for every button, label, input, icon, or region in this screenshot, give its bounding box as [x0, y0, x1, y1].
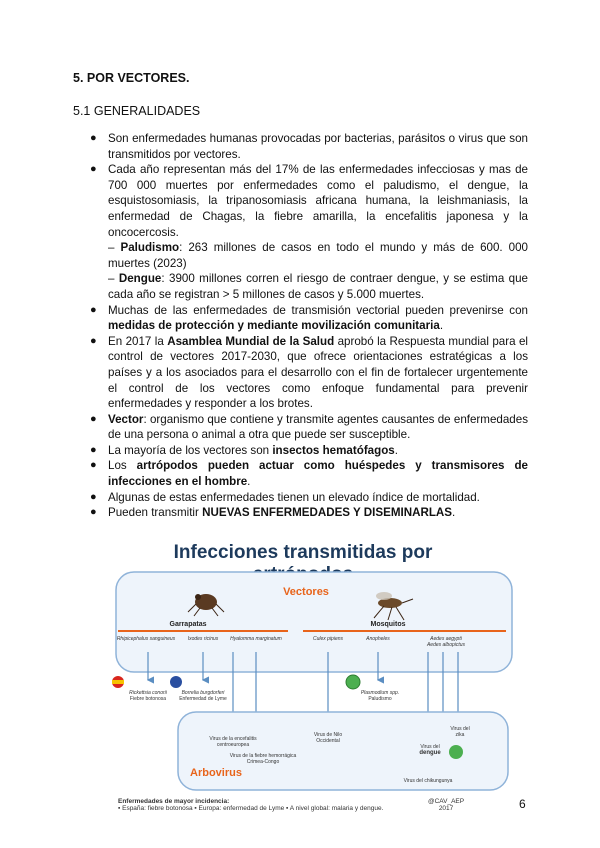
list-item: ● Algunas de estas enfermedades tienen un elevado índice de mortalidad. — [90, 490, 480, 504]
list-item: ● Son enfermedades humanas provocadas por bacterias, parásitos o virus que son transmitidos por vectores. — [90, 132, 528, 161]
list-item: ● En 2017 la Asamblea Mundial de la Salud aprobó la Respuesta mundial para el control de vectores 2017-2030, que ofrece orientaciones estratégicas a los países y a los asociados para el desarrollo con el fin de fortalecer urgentemente el control de los vectores como enfoque fundamental para prevenir enfermedades y responder a los brotes. — [90, 334, 528, 411]
species-label: Hyalomma marginatum — [230, 636, 282, 642]
mosquitos-label: Mosquitos — [370, 621, 406, 628]
bullet-icon: ● — [90, 303, 97, 316]
figure-footnote: Enfermedades de mayor incidencia: ▪ España: fiebre botonosa ▪ Europa: enfermedad de Lyme ▪ A nivel global: malaria y dengue. — [118, 798, 384, 812]
bullet-icon: ● — [90, 490, 97, 503]
pathogen-label: Borrelia burgdorferi — [181, 690, 225, 696]
virus-label: centroeuropea — [216, 742, 250, 748]
list-item: ● Muchas de las enfermedades de transmisión vectorial pueden prevenirse con medidas de protección y mediante movilización comunitaria. — [90, 303, 528, 333]
figure-credit: @CAV_AEP 2017 — [428, 798, 465, 812]
bullet-icon: ● — [90, 163, 97, 176]
bullet-list — [90, 131, 529, 521]
disease-label: Paludismo — [368, 696, 392, 702]
virus-label: Virus de la encefalitis — [209, 736, 257, 742]
virus-label: Occidental — [316, 738, 340, 744]
pathogen-label: Plasmodium spp. — [360, 690, 400, 696]
bullet-icon: ● — [90, 459, 97, 472]
bullet-icon: ● — [90, 334, 97, 347]
garrapatas-label: Garrapatas — [169, 621, 207, 628]
bullet-icon: ● — [90, 506, 97, 519]
list-item: ● Vector: organismo que contiene y transmite agentes causantes de enfermedades de una persona o animal a otra que puede ser susceptible. — [90, 412, 528, 442]
pathogen-label: Rickettsia conorii — [129, 690, 167, 696]
list-item: ● Pueden transmitir NUEVAS ENFERMEDADES Y DISEMINARLAS. — [90, 506, 456, 520]
virus-label: Virus de la fiebre hemorrágica — [229, 753, 297, 759]
bullet-icon: ● — [90, 412, 97, 425]
arbovirus-label: Arbovirus — [190, 767, 242, 779]
vectores-label: Vectores — [283, 586, 329, 598]
paludismo-line: – Paludismo: 263 millones de casos en todo el mundo y más de 600. 000 muertes (2023) — [108, 241, 528, 270]
infographic-figure — [108, 540, 520, 822]
bullet-icon: ● — [90, 443, 97, 456]
virus-label: Virus del — [420, 744, 440, 750]
bullet-icon: ● — [90, 132, 97, 144]
section-heading: 5. POR VECTORES. — [73, 71, 190, 85]
virus-label: dengue — [419, 750, 441, 756]
species-label: Aedes aegypti — [430, 636, 462, 642]
europe-flag-icon — [170, 676, 182, 688]
virus-label: Virus del chikungunya — [403, 778, 453, 784]
list-item: ● Los artrópodos pueden actuar como huéspedes y transmisores de infecciones en el hombre. — [90, 459, 528, 489]
subsection-heading: 5.1 GENERALIDADES — [73, 104, 201, 118]
globe-icon — [449, 745, 463, 759]
species-label: Anopheles — [366, 636, 390, 642]
figure-title: Infecciones transmitidas por — [173, 542, 433, 563]
species-label: Culex pipiens — [312, 636, 344, 642]
dengue-line: – Dengue: 3900 millones corren el riesgo de contraer dengue, y se estima que cada año se registran > 5 millones de casos y 5.000 muertes. — [108, 272, 529, 301]
list-item: ● La mayoría de los vectores son insectos hematófagos. — [90, 443, 398, 457]
virus-label: zika — [455, 732, 465, 738]
virus-label: Virus del — [450, 726, 470, 732]
species-label: Ixodes ricinus — [187, 636, 219, 642]
list-item: ● Cada año representan más del 17% de las enfermedades infecciosas y mas de 700 000 muertes por enfermedades como el paludismo, el dengue, la esquistosomiasis, la tripanosomiasis africana humana, la leishmaniasis, la enfermedad de Chagas, la fiebre amarilla, la encefalitis japonesa y la oncocercosis. – Paludismo: 263 millones de casos en todo el mundo y más de 600. 000 muertes (2023) – Dengue: 3900 millones corren el riesgo de contraer dengue, y se estima que cada año se registran > 5 millones de casos y 5.000 muertes. — [90, 163, 529, 301]
page-number: 6 — [519, 797, 526, 811]
species-label: Rhipicephalus sanguineus — [116, 636, 176, 642]
virus-label: Crimea-Congo — [246, 759, 280, 765]
species-label: Aedes albopictus — [426, 642, 466, 648]
disease-label: Fiebre botonosa — [129, 696, 167, 702]
figure-diagram — [108, 540, 520, 798]
disease-label: Enfermedad de Lyme — [179, 696, 227, 702]
virus-label: Virus de Nilo — [313, 732, 343, 738]
